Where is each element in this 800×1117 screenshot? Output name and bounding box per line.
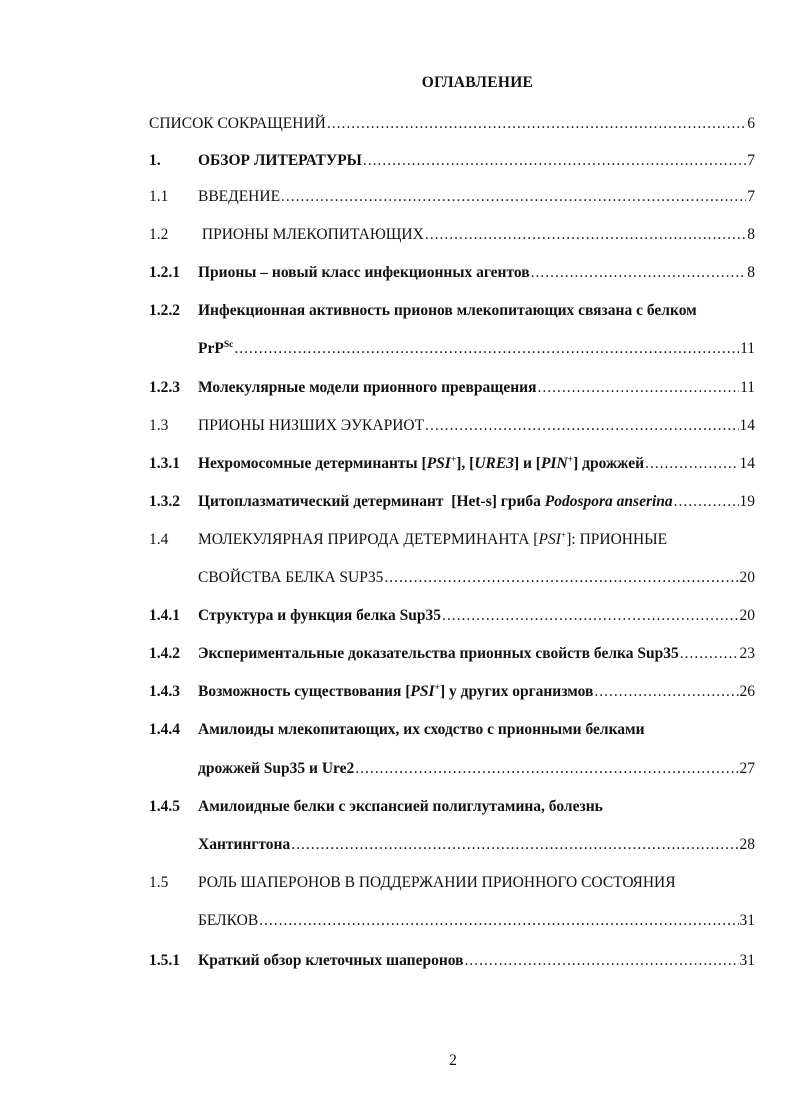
toc-page-number: 26 [739, 683, 755, 700]
toc-page-number: 14 [739, 455, 755, 472]
toc-page-number: 28 [739, 836, 755, 853]
prp-text: PrP [198, 340, 224, 357]
leader-dots [281, 186, 746, 208]
leader-dots [355, 758, 738, 780]
text-part: ], [ [456, 455, 475, 472]
toc-entry-1-2-2-line1[interactable]: Инфекционная активность прионов млекопитающих связана с белком [198, 302, 697, 319]
toc-entry-1-3[interactable] [149, 415, 755, 437]
leader-dots [259, 910, 738, 932]
leader-dots [425, 415, 738, 437]
text-part: МОЛЕКУЛЯРНАЯ ПРИРОДА ДЕТЕРМИНАНТА [ [198, 531, 539, 548]
leader-dots [674, 491, 739, 513]
toc-section-number: 1.4.2 [149, 645, 180, 662]
toc-entry-text: Краткий обзор клеточных шаперонов [198, 952, 464, 969]
toc-entry-text: ВВЕДЕНИЕ [198, 188, 281, 205]
italic-part: Podospora anserina [544, 493, 673, 510]
text-part: ]: ПРИОННЫЕ [566, 531, 668, 548]
toc-page-number: 27 [739, 760, 755, 777]
toc-entry-1[interactable] [149, 150, 755, 172]
toc-page-number: 31 [739, 952, 755, 969]
toc-section-number: 1.5 [149, 874, 169, 891]
toc-section-number: 1.4.4 [149, 721, 180, 738]
leader-dots [327, 113, 746, 135]
leader-dots [384, 567, 738, 589]
leader-dots [680, 643, 739, 665]
toc-entry-1-2-1[interactable] [149, 262, 755, 284]
toc-page-number: 7 [747, 188, 755, 205]
toc-entry-1-4-1[interactable] [149, 605, 755, 627]
italic-part: PSI [538, 531, 561, 548]
leader-dots [363, 150, 746, 172]
leader-dots [234, 338, 739, 360]
toc-page-number: 7 [747, 152, 755, 169]
superscript: Sc [223, 339, 234, 350]
toc-entry-text: Молекулярные модели прионного превращения [198, 379, 537, 396]
superscript: + [560, 530, 567, 541]
toc-entry-1-1[interactable] [149, 186, 755, 208]
toc-entry-text: дрожжей Sup35 и Ure2 [198, 760, 355, 777]
leader-dots [531, 262, 747, 284]
italic-part: PSI [426, 455, 451, 472]
text-part: ] и [ [513, 455, 541, 472]
toc-entry-1-4-line2[interactable] [198, 567, 755, 589]
leader-dots [645, 453, 738, 475]
superscript: + [567, 454, 574, 465]
toc-entry-1-4-5-line2[interactable] [198, 834, 755, 856]
toc-page-number: 20 [739, 569, 755, 586]
toc-entry-text [198, 681, 593, 703]
text-part: Возможность существования [ [198, 683, 411, 700]
toc-page-number: 11 [740, 379, 755, 396]
toc-entry-1-5-line2[interactable] [198, 910, 755, 932]
toc-section-number: 1.4.5 [149, 798, 180, 815]
toc-section-number: 1.3 [149, 417, 169, 434]
text-part: ] у других организмов [439, 683, 594, 700]
toc-entry-1-4-2[interactable] [149, 643, 755, 665]
toc-entry-1-3-2[interactable] [149, 491, 755, 513]
italic-part: PSI [410, 683, 435, 700]
toc-entry-text: ОБЗОР ЛИТЕРАТУРЫ [198, 152, 362, 169]
superscript: + [450, 454, 457, 465]
toc-page-number: 6 [747, 115, 755, 132]
toc-entry-1-5-line1[interactable]: РОЛЬ ШАПЕРОНОВ В ПОДДЕРЖАНИИ ПРИОННОГО СОСТОЯНИЯ [198, 874, 676, 891]
toc-section-number: 1.2 [149, 226, 169, 243]
toc-page-number: 8 [747, 226, 755, 243]
toc-entry-text [198, 338, 233, 360]
toc-entry-1-3-1[interactable] [149, 453, 755, 475]
toc-section-number: 1.2.1 [149, 264, 180, 281]
toc-entry-1-2[interactable] [149, 224, 755, 246]
toc-section-number: 1.5.1 [149, 952, 180, 969]
toc-entry-1-2-2-line2[interactable] [198, 338, 755, 360]
toc-entry-text [198, 453, 644, 475]
toc-page-number: 19 [739, 493, 755, 510]
superscript: + [434, 682, 440, 693]
toc-section-number: 1.1 [149, 188, 169, 205]
toc-entry-1-5-1[interactable] [149, 950, 755, 972]
toc-page-number: 8 [747, 264, 755, 281]
toc-entry-text: Хантингтона [198, 836, 291, 853]
toc-entry-1-4-5-line1[interactable]: Амилоидные белки с экспансией полиглутамина, болезнь [198, 798, 603, 815]
toc-entry-abbreviations[interactable] [149, 113, 755, 135]
toc-page-number: 14 [739, 417, 755, 434]
text-part: ] дрожжей [573, 455, 645, 472]
leader-dots [594, 681, 738, 703]
toc-section-number: 1.3.1 [149, 455, 180, 472]
leader-dots [425, 224, 746, 246]
toc-section-number: 1.4.3 [149, 683, 180, 700]
leader-dots [291, 834, 738, 856]
toc-entry-text: ПРИОНЫ НИЗШИХ ЭУКАРИОТ [198, 417, 425, 434]
text-part: Цитоплазматический детерминант [Het-s] гриба [198, 493, 545, 510]
toc-entry-1-4-line1[interactable] [198, 529, 667, 551]
toc-entry-text: БЕЛКОВ [198, 912, 259, 929]
toc-entry-text: СПИСОК СОКРАЩЕНИЙ [149, 115, 326, 132]
page-title: ОГЛАВЛЕНИЕ [421, 74, 534, 91]
toc-entry-1-4-3[interactable] [149, 681, 755, 703]
italic-part: PIN [540, 455, 568, 472]
toc-section-number: 1.4 [149, 531, 169, 548]
leader-dots [538, 377, 740, 399]
toc-entry-1-4-4-line1[interactable]: Амилоиды млекопитающих, их сходство с прионными белками [198, 721, 645, 738]
toc-entry-text: ПРИОНЫ МЛЕКОПИТАЮЩИХ [198, 226, 424, 243]
toc-entry-text: Прионы – новый класс инфекционных агентов [198, 264, 530, 281]
text-part: Нехромосомные детерминанты [ [198, 455, 427, 472]
leader-dots [465, 950, 739, 972]
toc-section-number: 1.2.2 [149, 302, 180, 319]
toc-entry-text: СВОЙСТВА БЕЛКА SUP35 [198, 569, 384, 586]
italic-part: URE3 [474, 455, 514, 472]
toc-entry-1-4-4-line2[interactable] [198, 758, 755, 780]
toc-page-number: 20 [739, 607, 755, 624]
toc-page-number: 23 [739, 645, 755, 662]
toc-entry-text: Экспериментальные доказательства прионных свойств белка Sup35 [198, 645, 679, 662]
toc-entry-1-2-3[interactable] [149, 377, 755, 399]
toc-entry-text: Структура и функция белка Sup35 [198, 607, 441, 624]
toc-section-number: 1. [149, 152, 161, 169]
leader-dots [442, 605, 739, 627]
toc-page-number: 11 [740, 340, 755, 357]
toc-entry-text [198, 491, 673, 513]
toc-section-number: 1.3.2 [149, 493, 180, 510]
page-number: 2 [449, 1052, 457, 1069]
toc-page-number: 31 [739, 912, 755, 929]
toc-section-number: 1.2.3 [149, 379, 180, 396]
toc-section-number: 1.4.1 [149, 607, 180, 624]
